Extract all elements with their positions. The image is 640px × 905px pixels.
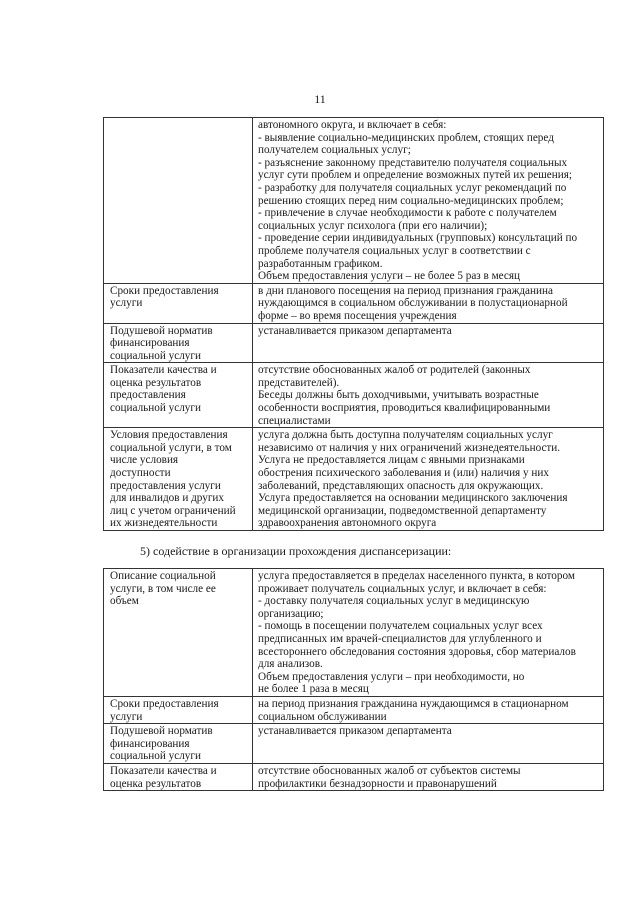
text-line: особенности восприятия, проводиться квалифицированными: [258, 402, 551, 415]
text-line: - разработку для получателя социальных услуг рекомендаций по: [258, 181, 567, 194]
label-line: социальной услуги: [110, 402, 201, 415]
text-line: всестороннего обследования состояния здоровья, сбор материалов: [258, 645, 576, 658]
text-line: социальном обслуживании: [258, 710, 387, 723]
row-label-cell: [104, 428, 253, 531]
label-line: доступности: [110, 467, 171, 480]
row-content-cell: [253, 283, 604, 323]
services-table-1: [103, 117, 604, 531]
text-line: независимо от наличия у них ограничений жизнедеятельности.: [258, 441, 561, 454]
label-line: Сроки предоставления: [110, 697, 219, 710]
text-line: обострения психического заболевания и (или) наличия у них: [258, 467, 549, 480]
label-line: оценка результатов: [110, 376, 202, 389]
label-line: Показатели качества и: [110, 764, 217, 777]
text-line: профилактики безнадзорности и правонарушений: [258, 777, 497, 790]
row-content-cell: [253, 569, 604, 697]
label-line: услуги: [110, 710, 143, 723]
text-line: не более 1 раза в месяц: [258, 683, 369, 696]
text-line: - проведение серии индивидуальных (групповых) консультаций по: [258, 232, 578, 245]
text-line: Беседы должны быть доходчивыми, учитывать возрастные: [258, 389, 539, 402]
text-line: - разъяснение законному представителю получателя социальных: [258, 156, 568, 169]
text-line: автономного округа, и включает в себя:: [258, 119, 447, 131]
row-label-cell: [104, 696, 253, 723]
text-line: здравоохранения автономного округа: [258, 517, 437, 530]
label-line: Описание социальной: [110, 570, 216, 582]
label-line: услуги, в том числе ее: [110, 582, 216, 595]
label-line: числе условия: [110, 454, 179, 467]
label-line: Условия предоставления: [110, 429, 228, 442]
text-line: услуга должна быть доступна получателям социальных услуг: [258, 429, 553, 442]
label-line: предоставления: [110, 389, 186, 402]
label-line: финансирования: [110, 737, 190, 750]
text-line: устанавливается приказом департамента: [258, 324, 452, 337]
text-line: решению стоящих перед ним социально-медицинских проблем;: [258, 194, 564, 207]
text-line: получателем социальных услуг;: [258, 144, 411, 157]
text-line: отсутствие обоснованных жалоб от родителей (законных: [258, 364, 531, 377]
text-line: предписанных им врачей-специалистов для углубленного и: [258, 632, 542, 645]
label-line: оценка результатов: [110, 777, 202, 790]
table-row: [104, 763, 604, 790]
text-line: - помощь в посещении получателем социальных услуг всех: [258, 620, 543, 633]
label-line: их жизнедеятельности: [110, 517, 218, 530]
text-line: устанавливается приказом департамента: [258, 725, 452, 738]
text-line: отсутствие обоснованных жалоб от субъектов системы: [258, 764, 521, 777]
label-line: Подушевой норматив: [110, 725, 213, 738]
label-line: услуги: [110, 297, 143, 310]
row-label-cell: [104, 363, 253, 428]
label-line: Показатели качества и: [110, 364, 217, 377]
row-content-cell: [253, 363, 604, 428]
text-line: Услуга не предоставляется лицам с явными признаками: [258, 454, 525, 467]
text-line: услуга предоставляется в пределах населенного пункта, в котором: [258, 570, 575, 582]
text-line: - привлечение в случае необходимости к работе с получателем: [258, 207, 557, 220]
row-content-cell: [253, 323, 604, 363]
text-line: - доставку получателя социальных услуг в медицинскую: [258, 595, 530, 608]
table-row: [104, 323, 604, 363]
table-row: [104, 696, 604, 723]
text-line: социальных услуг психолога (при его наличии);: [258, 219, 488, 232]
row-label-cell: [104, 283, 253, 323]
text-line: услуг сути проблем и определение возможных путей их решения;: [258, 169, 572, 182]
text-line: разработанным графиком.: [258, 257, 383, 270]
row-label-cell: [104, 724, 253, 764]
label-line: социальной услуги: [110, 750, 201, 763]
table-row: [104, 569, 604, 697]
text-line: на период признания гражданина нуждающимся в стационарном: [258, 697, 569, 710]
text-line: организацию;: [258, 607, 324, 620]
row-label-cell: [104, 569, 253, 697]
text-line: Объем предоставления услуги – при необходимости, но: [258, 670, 525, 683]
label-line: социальной услуги, в том: [110, 441, 232, 454]
text-line: Объем предоставления услуги – не более 5 раз в месяц: [258, 270, 521, 283]
table-row: [104, 283, 604, 323]
label-line: социальной услуги: [110, 349, 201, 362]
text-line: заболеваний, представляющих опасность для окружающих.: [258, 479, 544, 492]
table-row: [104, 118, 604, 284]
row-content-cell: [253, 118, 604, 284]
text-line: для анализов.: [258, 658, 323, 671]
section-title: 5) содействие в организации прохождения диспансеризации:: [140, 544, 452, 558]
text-line: проживает получатель социальных услуг, и включает в себя:: [258, 582, 547, 595]
label-line: Сроки предоставления: [110, 284, 219, 297]
text-line: Услуга предоставляется на основании медицинского заключения: [258, 492, 568, 505]
row-label-cell: [104, 323, 253, 363]
text-line: проблеме получателя социальных услуг в соответствии с: [258, 244, 531, 257]
table-row: [104, 363, 604, 428]
label-line: объем: [110, 595, 139, 608]
label-line: финансирования: [110, 337, 190, 350]
label-line: лиц с учетом ограничений: [110, 504, 236, 517]
row-label-cell: [104, 763, 253, 790]
text-line: - выявление социально-медицинских проблем, стоящих перед: [258, 131, 554, 144]
text-line: представителей).: [258, 376, 340, 389]
text-line: специалистами: [258, 414, 331, 427]
text-line: нуждающимся в социальном обслуживании в полустационарной: [258, 297, 568, 310]
row-content-cell: [253, 428, 604, 531]
row-content-cell: [253, 763, 604, 790]
table-row: [104, 428, 604, 531]
text-line: форме – во время посещения учреждения: [258, 309, 457, 322]
row-content-cell: [253, 696, 604, 723]
label-line: Подушевой норматив: [110, 324, 213, 337]
text-line: медицинской организации, подведомственной департаменту: [258, 504, 547, 517]
label-line: для инвалидов и других: [110, 492, 225, 505]
row-label-cell: [104, 118, 253, 284]
services-table-2: [103, 568, 604, 791]
page-number: 11: [314, 92, 326, 106]
row-content-cell: [253, 724, 604, 764]
label-line: предоставления услуги: [110, 479, 221, 492]
table-row: [104, 724, 604, 764]
text-line: в дни планового посещения на период признания гражданина: [258, 284, 553, 297]
